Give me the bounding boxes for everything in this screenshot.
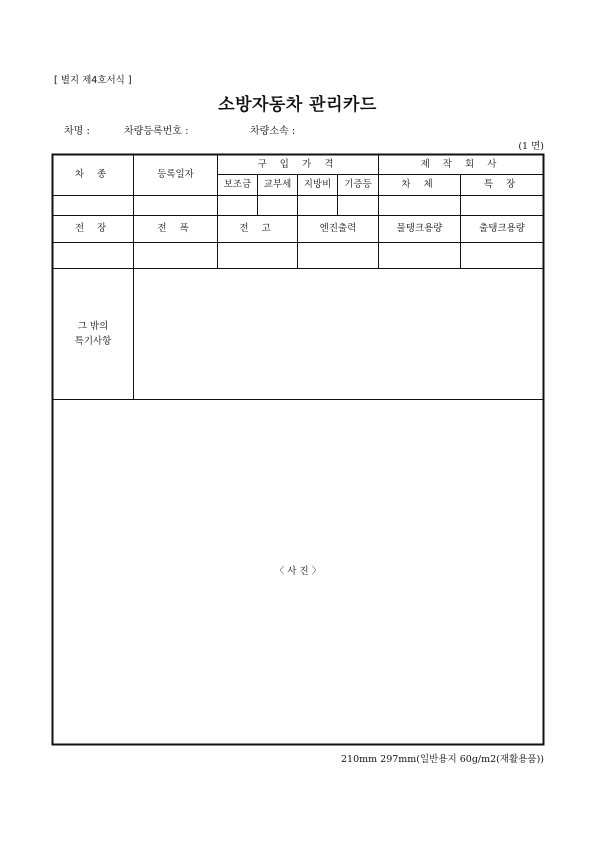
vehicle-affiliation-label: 차량소속 : (250, 126, 296, 137)
overall-width-header: 전 폭 (157, 223, 194, 235)
remarks-label-line2: 특기사항 (74, 336, 112, 347)
grant-tax-header: 교부세 (263, 179, 292, 191)
local-expense-header: 지방비 (303, 179, 332, 191)
donation-header: 기증등 (344, 179, 372, 191)
manufacturer-header: 제 작 회 사 (420, 158, 502, 170)
chassis-header: 차 체 (401, 179, 438, 191)
photo-label: 〈 사 진 〉 (274, 566, 322, 578)
photo-area (53, 400, 543, 744)
subsidy-header: 보조금 (223, 179, 252, 191)
purchase-price-header: 구 입 가 격 (257, 158, 339, 170)
remarks-label (53, 269, 133, 399)
registration-date-header: 등록일자 (157, 169, 194, 181)
car-name-label: 차명 : (64, 126, 90, 137)
paper-spec-footer: 210mm 297mm(일반용지 60g/m2(재활용품)) (340, 754, 544, 765)
overall-height-header: 전 고 (239, 223, 276, 235)
engine-output-header: 엔진출력 (319, 223, 357, 235)
page-number: (1 면) (518, 141, 544, 152)
water-tank-capacity-header: 물탱크용량 (396, 223, 443, 235)
overall-length-header: 전 장 (74, 223, 112, 235)
remarks-label-line1: 그 밖의 (77, 320, 109, 332)
page-title: 소방자동차 관리카드 (218, 95, 377, 115)
registration-number-label: 차량등록번호 : (124, 126, 189, 137)
special-equipment-header: 특 장 (483, 179, 521, 191)
foam-tank-capacity-header: 출탱크용량 (479, 223, 525, 235)
car-type-header: 차 종 (74, 169, 112, 181)
form-number-label: [ 별지 제4호서식 ] (54, 75, 132, 86)
